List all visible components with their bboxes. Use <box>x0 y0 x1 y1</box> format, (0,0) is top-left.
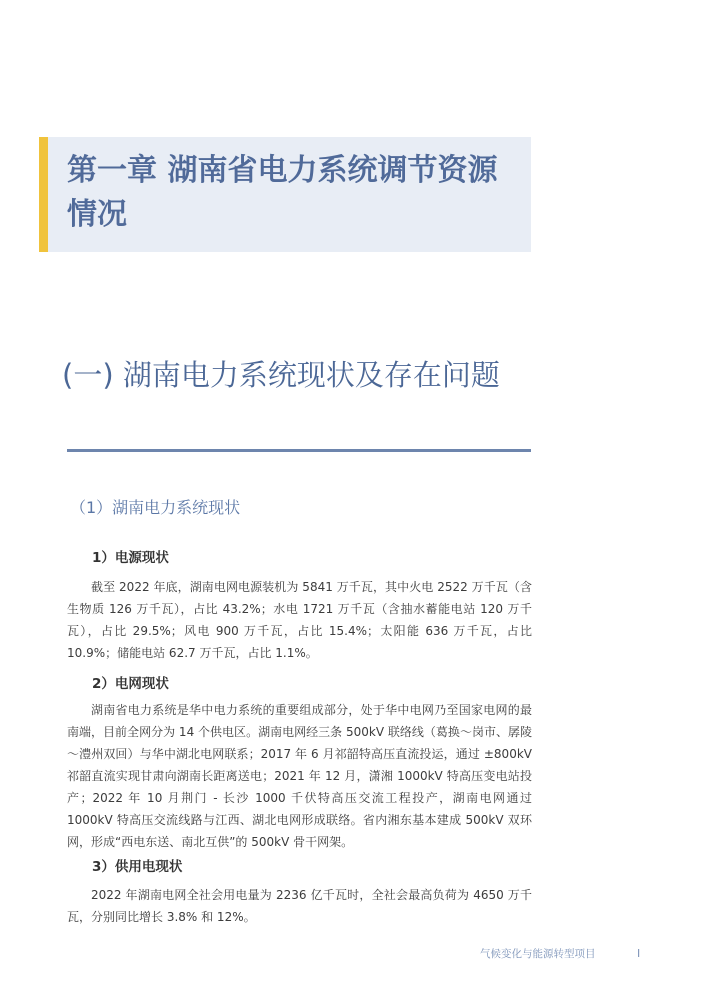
chapter-title-box <box>39 137 531 252</box>
footer-page-mark: I <box>637 947 641 960</box>
paragraph-power-supply: 截至 2022 年底，湖南电网电源装机为 5841 万千瓦，其中火电 2522 万千瓦（含生物质 126 万千瓦），占比 43.2%；水电 1721 万千瓦（含抽水蓄能电站 120 万千瓦），占比 29.5%；风电 900 万千瓦，占比 15.4%；太阳能 636 万千瓦，占比 10.9%；储能电站 62.7 万千瓦，占比 1.1%。 <box>67 580 532 660</box>
chapter-accent-bar <box>39 137 48 252</box>
footer-project-name: 气候变化与能源转型项目 <box>480 948 596 960</box>
paragraph-power-grid: 湖南省电力系统是华中电力系统的重要组成部分，处于华中电网乃至国家电网的最南端，目前全网分为 14 个供电区。湖南电网经三条 500kV 联络线（葛换～岗市、孱陵～澧州双回）与华中湖北电网联系；2017 年 6 月祁韶特高压直流投运，通过 ±800kV 祁韶直流实现甘肃向湖南长距离送电；2021 年 12 月，潇湘 1000kV 特高压变电站投产；2022 年 10 月荆门 - 长沙 1000 千伏特高压交流工程投产，湖南电网通过 1000kV 特高压交流线路与江西、湖北电网形成联络。省内湘东基本建成 500kV 双环网，形成“西电东送、南北互供”的 500kV 骨干网架。 <box>67 703 532 849</box>
chapter-title: 第一章 湖南省电力系统调节资源情况 <box>67 153 498 232</box>
heading-power-grid: 2）电网现状 <box>92 676 169 692</box>
paragraph-electricity-use: 2022 年湖南电网全社会用电量为 2236 亿千瓦时，全社会最高负荷为 4650 万千瓦，分别同比增长 3.8% 和 12%。 <box>67 888 532 924</box>
section-divider <box>67 449 531 452</box>
heading-power-supply: 1）电源现状 <box>92 550 169 566</box>
section-title: (一) 湖南电力系统现状及存在问题 <box>62 358 500 392</box>
subsection-title: （1）湖南电力系统现状 <box>70 498 241 517</box>
heading-electricity-use: 3）供用电现状 <box>92 859 183 875</box>
